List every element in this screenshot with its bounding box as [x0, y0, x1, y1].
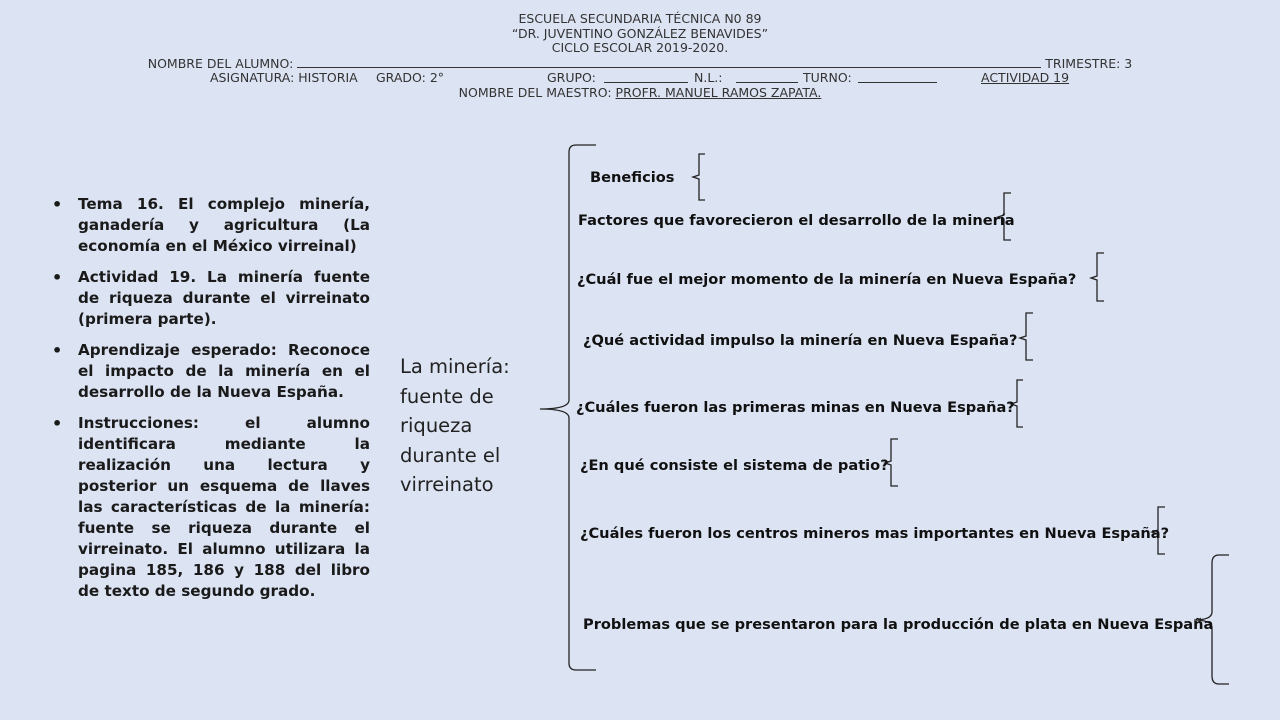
- cycle-line: CICLO ESCOLAR 2019-2020.: [551, 40, 729, 55]
- teacher-label: NOMBRE DEL MAESTRO:: [458, 84, 612, 100]
- branch-problemas-plata: Problemas que se presentaron para la producción de plata en Nueva España: [583, 616, 1214, 633]
- brace-mejor-momento: [1091, 253, 1104, 301]
- school-name-line: “DR. JUVENTINO GONZÁLEZ BENAVIDES”: [511, 25, 769, 41]
- diagram-root-title: La minería: fuente de riqueza durante el virreinato: [400, 355, 510, 496]
- teacher-name: PROFR. MANUEL RAMOS ZAPATA.: [615, 84, 822, 100]
- subject-label: ASIGNATURA: HISTORIA: [210, 70, 358, 85]
- student-label: NOMBRE DEL ALUMNO:: [147, 55, 294, 71]
- trimester-label: TRIMESTRE: 3: [1045, 55, 1133, 71]
- branch-sistema-patio: ¿En qué consiste el sistema de patio?: [580, 457, 889, 474]
- branch-actividad-impulso: ¿Qué actividad impulso la minería en Nueva España?: [583, 332, 1018, 349]
- brace-beneficios: [693, 154, 705, 200]
- branch-mejor-momento: ¿Cuál fue el mejor momento de la minería en Nueva España?: [577, 271, 1077, 288]
- grade-label: GRADO: 2°: [376, 70, 445, 85]
- shift-label: TURNO:: [803, 70, 852, 85]
- bullet-activity: • Actividad 19. La minería fuente de riqueza durante el virreinato (primera parte).: [52, 267, 370, 330]
- branch-factores: Factores que favorecieron el desarrollo de la minería: [578, 212, 1015, 229]
- school-line: ESCUELA SECUNDARIA TÉCNICA N0 89: [518, 11, 762, 26]
- branch-primeras-minas: ¿Cuáles fueron las primeras minas en Nueva España?: [576, 399, 1015, 416]
- activity-label: ACTIVIDAD 19: [981, 70, 1070, 85]
- bullet-learning-goal: • Aprendizaje esperado: Reconoce el impacto de la minería en el desarrollo de la Nueva España.: [52, 340, 370, 403]
- nl-label: N.L.:: [694, 70, 723, 85]
- brace-actividad: [1020, 313, 1033, 360]
- branch-centros-mineros: ¿Cuáles fueron los centros mineros mas importantes en Nueva España?: [580, 525, 1170, 542]
- bullet-instructions: • Instrucciones: el alumno identificara mediante la realización una lectura y posterior un esquema de llaves las características de la minería: fuente se riqueza durante el virreinato. El alumno utilizara la pagina 185, 186 y 188 del libro de texto de segundo grado.: [52, 413, 370, 602]
- bullet-topic: • Tema 16. El complejo minería, ganadería y agricultura (La economía en el México virreinal): [52, 194, 370, 257]
- group-label: GRUPO:: [547, 70, 596, 85]
- branch-beneficios: Beneficios: [590, 169, 675, 186]
